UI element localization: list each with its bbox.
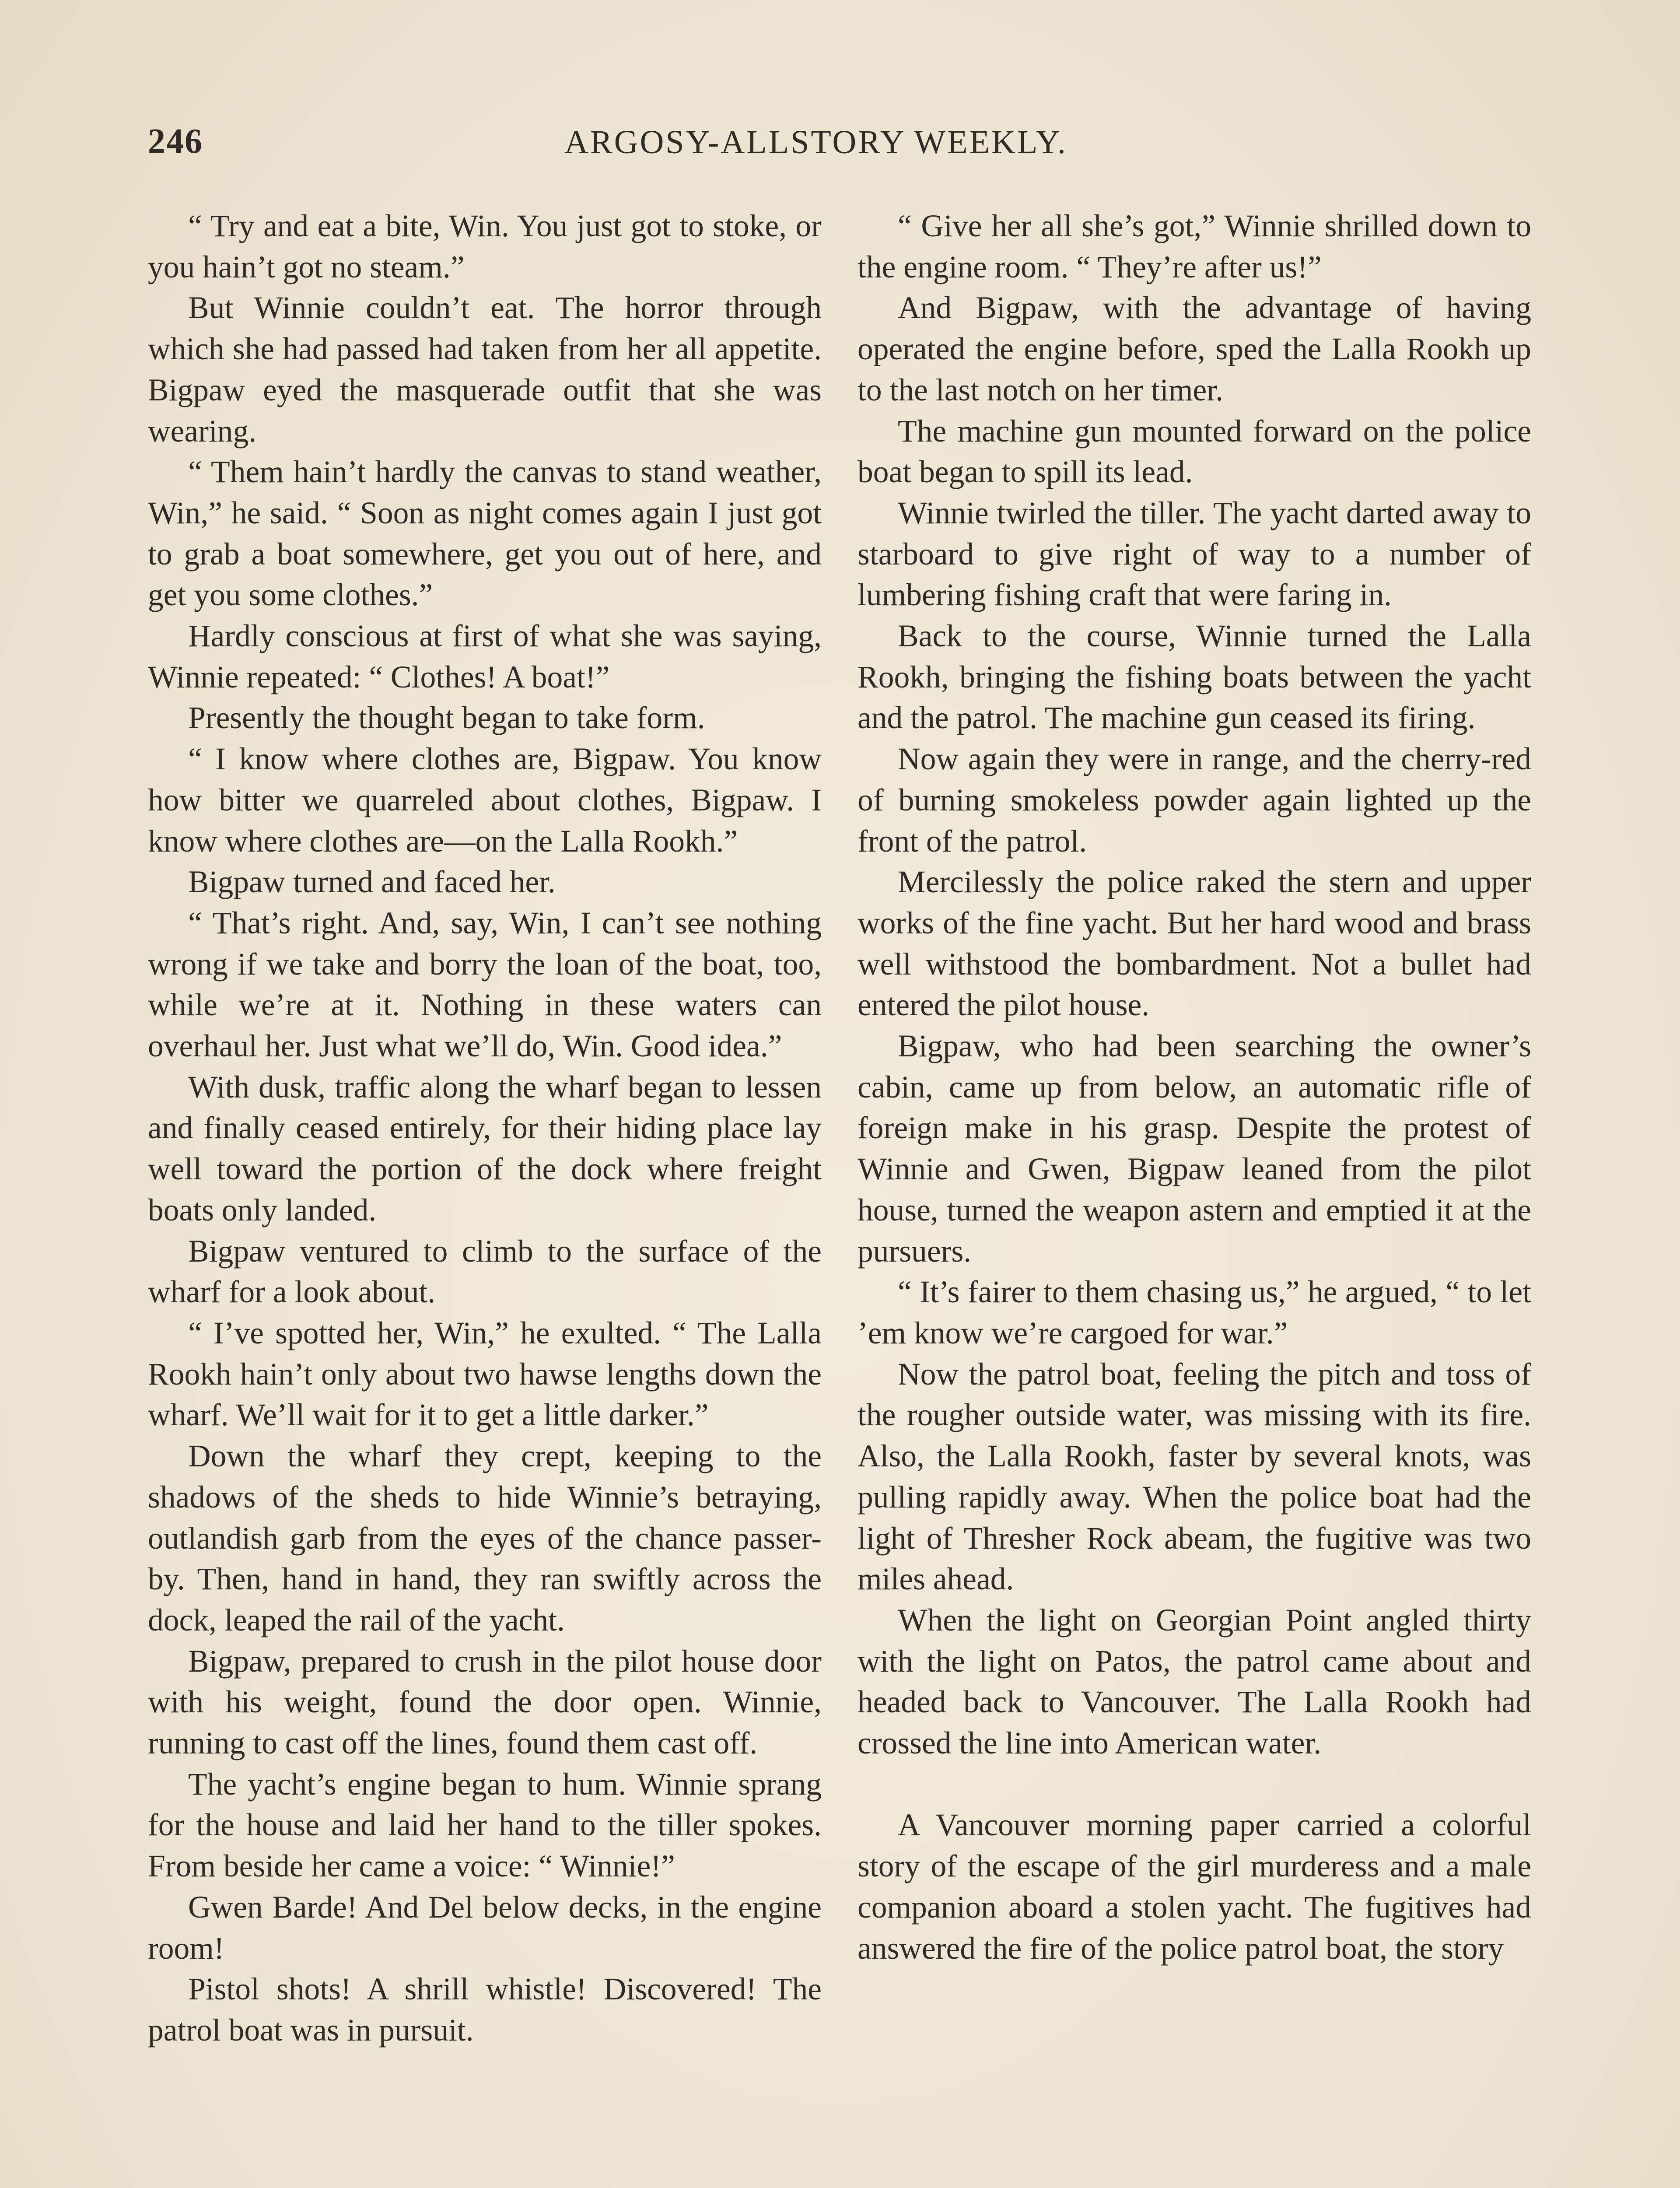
running-title: ARGOSY-ALLSTORY WEEKLY. — [564, 124, 1068, 161]
paragraph: “ Give her all she’s got,” Winnie shrilled down to the engine room. “ They’re after us!” — [858, 209, 1531, 284]
page-number: 246 — [148, 122, 203, 161]
right-column — [858, 206, 1531, 1969]
paragraph: When the light on Georgian Point angled thirty with the light on Patos, the patrol came about and headed back to Vancouver. The Lalla Rookh had crossed the line into American water. — [858, 1602, 1531, 1761]
paragraph: The machine gun mounted forward on the police boat began to spill its lead. — [858, 414, 1531, 490]
paragraph: Winnie twirled the tiller. The yacht darted away to starboard to give right of way to a number of lumbering fishing craft that were faring in. — [858, 495, 1531, 613]
paragraph: A Vancouver morning paper carried a colorful story of the escape of the girl murderess and a male companion aboard a stolen yacht. The fugitives had answered the fire of the police patrol boat, the story — [858, 1808, 1531, 1966]
paragraph: “ I’ve spotted her, Win,” he exulted. “ The Lalla Rookh hain’t only about two hawse lengths down the wharf. We’ll wait for it to get a little darker.” — [148, 1315, 822, 1433]
paragraph: Now the patrol boat, feeling the pitch and toss of the rougher outside water, was missing with its fire. Also, the Lalla Rookh, faster by several knots, was pulling rapidly away. When the police boat had the light of Thresher Rock abeam, the fugitive was two miles ahead. — [858, 1357, 1531, 1597]
paragraph: “ That’s right. And, say, Win, I can’t see nothing wrong if we take and borry the loan of the boat, too, while we’re at it. Nothing in these waters can overhaul her. Just what we’ll do, Win. Good idea.” — [148, 905, 822, 1064]
paragraph: “ I know where clothes are, Bigpaw. You know how bitter we quarreled about clothes, Bigpaw. I know where clothes are—on the Lalla Rookh.” — [148, 742, 822, 859]
paragraph: Back to the course, Winnie turned the Lalla Rookh, bringing the fishing boats between the yacht and the patrol. The machine gun ceased its firing. — [858, 619, 1531, 736]
paragraph: The yacht’s engine began to hum. Winnie sprang for the house and laid her hand to the tiller spokes. From beside her came a voice: “ Winnie!” — [148, 1767, 822, 1884]
paragraph: But Winnie couldn’t eat. The horror through which she had passed had taken from her all appetite. Bigpaw eyed the masquerade outfit that she was wearing. — [148, 291, 822, 449]
paragraph: Gwen Barde! And Del below decks, in the engine room! — [148, 1890, 822, 1966]
left-column — [148, 206, 822, 2051]
paragraph: “ Them hain’t hardly the canvas to stand weather, Win,” he said. “ Soon as night comes again I just got to grab a boat somewhere, get you out of here, and get you some clothes.” — [148, 455, 822, 613]
paragraph: “ Try and eat a bite, Win. You just got to stoke, or you hain’t got no steam.” — [148, 209, 822, 284]
paragraph: With dusk, traffic along the wharf began to lessen and finally ceased entirely, for their hiding place lay well toward the portion of the dock where freight boats only landed. — [148, 1069, 822, 1227]
paragraph: Now again they were in range, and the cherry-red of burning smokeless powder again lighted up the front of the patrol. — [858, 742, 1531, 859]
paragraph: Bigpaw ventured to climb to the surface of the wharf for a look about. — [148, 1234, 822, 1310]
paragraph: Mercilessly the police raked the stern and upper works of the fine yacht. But her hard wood and brass well withstood the bombardment. Not a bullet had entered the pilot house. — [858, 865, 1531, 1023]
paragraph: Presently the thought began to take form. — [188, 701, 705, 736]
paragraph: “ It’s fairer to them chasing us,” he argued, “ to let ’em know we’re cargoed for war.” — [858, 1275, 1531, 1350]
paragraph: Bigpaw, who had been searching the owner’s cabin, came up from below, an automatic rifle of foreign make in his grasp. Despite the protest of Winnie and Gwen, Bigpaw leaned from the pilot house, turned the weapon astern and emptied it at the pursuers. — [858, 1029, 1531, 1269]
paragraph: Bigpaw turned and faced her. — [188, 865, 556, 900]
paragraph: Hardly conscious at first of what she was saying, Winnie repeated: “ Clothes! A boat!” — [148, 619, 822, 694]
paragraph: And Bigpaw, with the advantage of having operated the engine before, sped the Lalla Rookh up to the last notch on her timer. — [858, 291, 1531, 407]
paragraph: Down the wharf they crept, keeping to the shadows of the sheds to hide Winnie’s betraying, outlandish garb from the eyes of the chance passer-by. Then, hand in hand, they ran swiftly across the dock, leaped the rail of the yacht. — [148, 1439, 822, 1637]
paragraph: Bigpaw, prepared to crush in the pilot house door with his weight, found the door open. Winnie, running to cast off the lines, found them cast off. — [148, 1644, 822, 1761]
paragraph: Pistol shots! A shrill whistle! Discovered! The patrol boat was in pursuit. — [148, 1972, 822, 2048]
